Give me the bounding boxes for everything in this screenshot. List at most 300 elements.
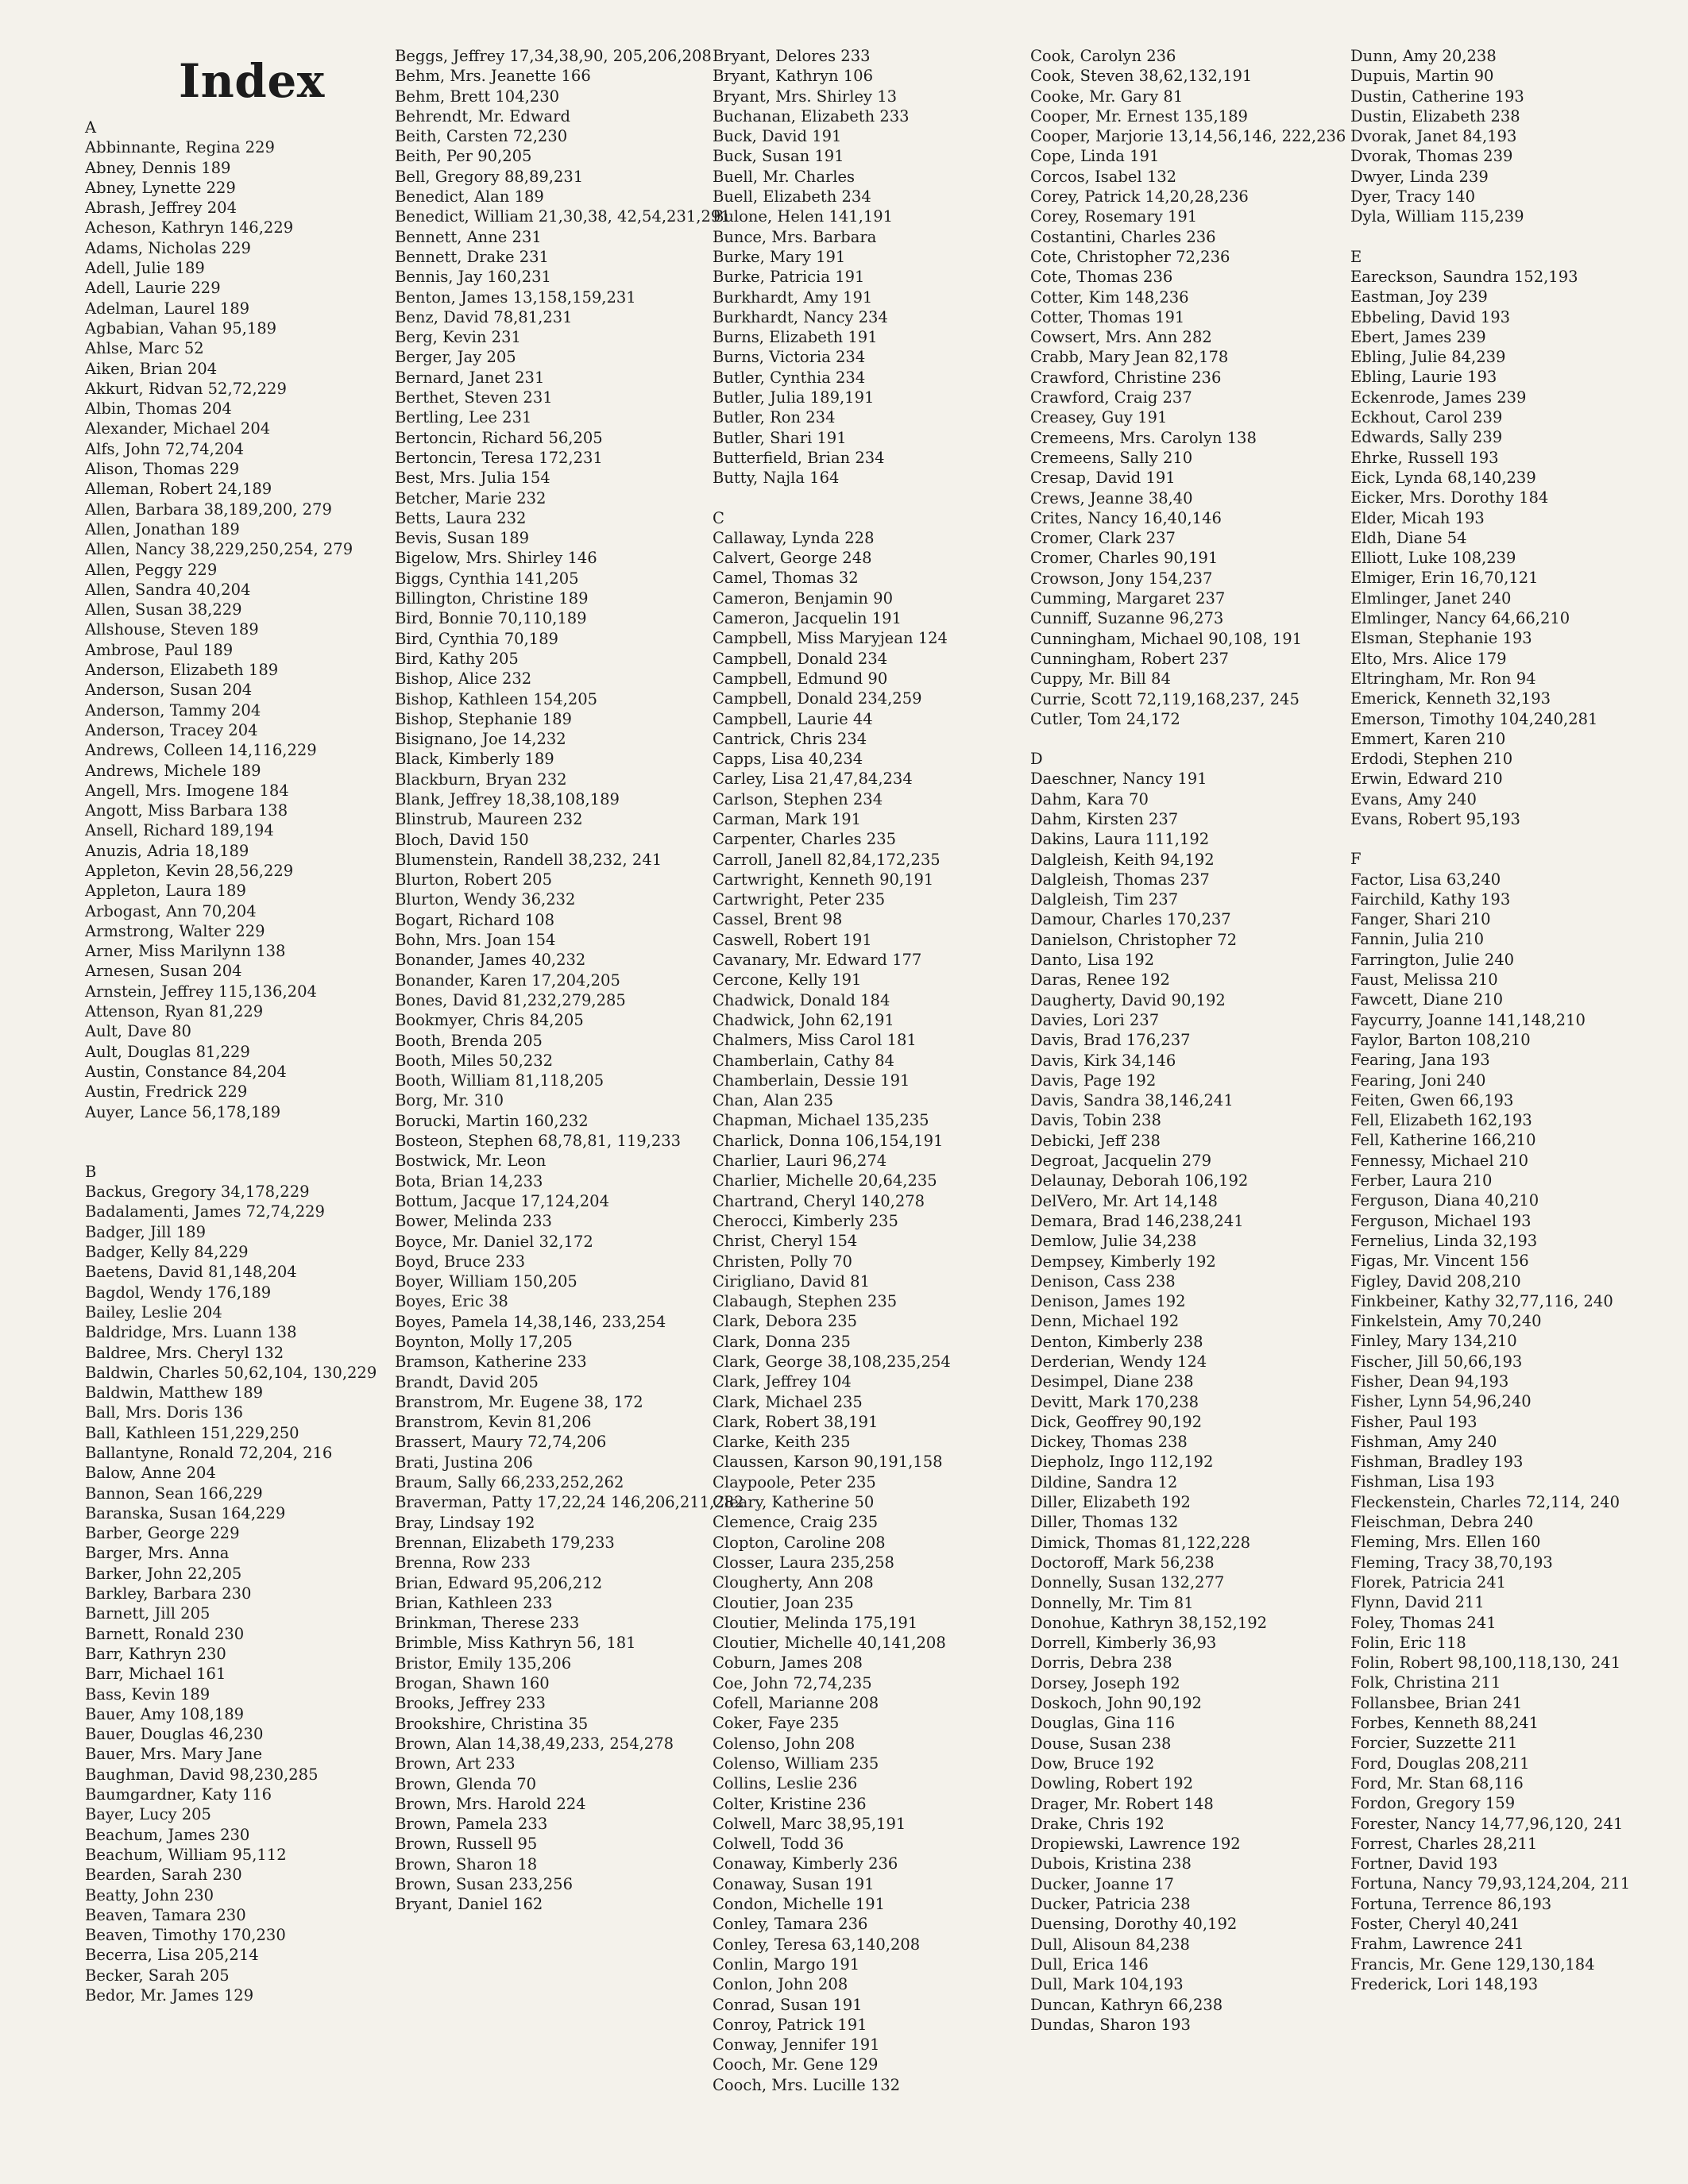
index-entry: Fannin, Julia 210 <box>1350 930 1485 949</box>
index-entry: Badalamenti, James 72,74,229 <box>85 1202 325 1221</box>
index-entry: Evans, Amy 240 <box>1350 789 1477 808</box>
index-entry: Caswell, Robert 191 <box>713 930 872 949</box>
index-entry: Conroy, Patrick 191 <box>713 2015 867 2034</box>
index-entry: Chan, Alan 235 <box>713 1091 833 1110</box>
index-entry: Fawcett, Diane 210 <box>1350 990 1504 1009</box>
index-entry: Eckhout, Carol 239 <box>1350 408 1503 427</box>
section-spacer <box>1030 729 1336 749</box>
index-entry: Davis, Kirk 34,146 <box>1030 1051 1176 1070</box>
index-entry: Dow, Bruce 192 <box>1030 1754 1155 1773</box>
index-entry: Dempsey, Kimberly 192 <box>1030 1252 1216 1271</box>
index-entry: Ferber, Laura 210 <box>1350 1171 1493 1190</box>
index-entry: Brian, Edward 95,206,212 <box>395 1573 603 1592</box>
index-entry: Baldree, Mrs. Cheryl 132 <box>85 1343 284 1362</box>
index-entry: Dimick, Thomas 81,122,228 <box>1030 1533 1251 1552</box>
index-entry: Bauer, Douglas 46,230 <box>85 1725 264 1744</box>
index-entry: Fearing, Joni 240 <box>1350 1071 1486 1090</box>
index-entry: Baughman, David 98,230,285 <box>85 1765 319 1784</box>
index-entry: Drager, Mr. Robert 148 <box>1030 1794 1214 1813</box>
index-entry: Douse, Susan 238 <box>1030 1734 1172 1753</box>
index-entry: Bray, Lindsay 192 <box>395 1513 535 1532</box>
index-entry: Allen, Barbara 38,189,200, 279 <box>85 500 332 519</box>
index-entry: Burns, Victoria 234 <box>713 348 866 367</box>
index-entry: Betts, Laura 232 <box>395 508 527 527</box>
index-entry: Davis, Tobin 238 <box>1030 1111 1161 1130</box>
index-entry: Dull, Erica 146 <box>1030 1954 1149 1974</box>
index-entry: Devitt, Mark 170,238 <box>1030 1392 1199 1411</box>
index-entry: Crews, Jeanne 38,40 <box>1030 488 1193 507</box>
index-entry: Buell, Mr. Charles <box>713 167 856 186</box>
index-entry: Behm, Mrs. Jeanette 166 <box>395 67 591 86</box>
index-entry: Ducker, Joanne 17 <box>1030 1874 1174 1893</box>
index-entry: Ebling, Laurie 193 <box>1350 368 1497 387</box>
index-entry: Andrews, Colleen 14,116,229 <box>85 741 317 760</box>
index-column-2 <box>395 46 744 1915</box>
index-entry: Clark, Jeffrey 104 <box>713 1372 852 1391</box>
index-entry: Austin, Fredrick 229 <box>85 1082 248 1102</box>
index-entry: Clopton, Caroline 208 <box>713 1533 886 1552</box>
index-entry: Forcier, Suzzette 211 <box>1350 1734 1518 1753</box>
index-entry: Claypoole, Peter 235 <box>713 1472 876 1491</box>
index-entry: Clougherty, Ann 208 <box>713 1573 874 1592</box>
index-entry: Emerick, Kenneth 32,193 <box>1350 689 1551 708</box>
index-entry: Beachum, James 230 <box>85 1825 250 1844</box>
index-entry: Erdodi, Stephen 210 <box>1350 750 1513 769</box>
index-entry: Figley, David 208,210 <box>1350 1271 1521 1291</box>
index-entry: Berthet, Steven 231 <box>395 388 553 407</box>
index-entry: Abrash, Jeffrey 204 <box>85 199 237 218</box>
index-entry: Bosteon, Stephen 68,78,81, 119,233 <box>395 1132 682 1151</box>
index-entry: Adell, Laurie 229 <box>85 279 221 298</box>
index-entry: Butty, Najla 164 <box>713 469 840 488</box>
index-entry: Brennan, Elizabeth 179,233 <box>395 1533 615 1552</box>
index-entry: Dundas, Sharon 193 <box>1030 2015 1191 2034</box>
index-entry: Balow, Anne 204 <box>85 1464 216 1483</box>
index-entry: Fleming, Mrs. Ellen 160 <box>1350 1533 1541 1552</box>
index-entry: Cartwright, Kenneth 90,191 <box>713 870 934 889</box>
index-entry: Charlick, Donna 106,154,191 <box>713 1131 944 1150</box>
index-entry: Ault, Dave 80 <box>85 1022 191 1041</box>
index-entry: Elder, Micah 193 <box>1350 508 1485 527</box>
index-entry: Bryant, Mrs. Shirley 13 <box>713 87 898 106</box>
index-entry: Fleming, Tracy 38,70,193 <box>1350 1553 1553 1572</box>
index-entry: Bauer, Amy 108,189 <box>85 1704 245 1723</box>
page-title: Index <box>179 54 325 108</box>
index-entry: Cook, Steven 38,62,132,191 <box>1030 67 1253 86</box>
index-entry: Emmert, Karen 210 <box>1350 729 1506 748</box>
index-entry: Bird, Bonnie 70,110,189 <box>395 609 587 628</box>
index-entry: Barr, Michael 161 <box>85 1665 226 1684</box>
index-entry: Cote, Christopher 72,236 <box>1030 247 1230 266</box>
index-entry: Foley, Thomas 241 <box>1350 1613 1497 1632</box>
index-entry: Diller, Elizabeth 192 <box>1030 1493 1191 1512</box>
index-entry: Conley, Teresa 63,140,208 <box>713 1935 921 1954</box>
index-entry: Evans, Robert 95,193 <box>1350 809 1520 828</box>
index-entry: Bonander, James 40,232 <box>395 951 586 970</box>
index-entry: Fanger, Shari 210 <box>1350 910 1491 929</box>
index-entry: Bass, Kevin 189 <box>85 1684 211 1704</box>
index-entry: Conley, Tamara 236 <box>713 1915 868 1934</box>
index-entry: Crawford, Christine 236 <box>1030 368 1222 387</box>
index-entry: Eltringham, Mr. Ron 94 <box>1350 669 1536 688</box>
index-entry: Boynton, Molly 17,205 <box>395 1333 573 1351</box>
index-entry: Bennett, Drake 231 <box>395 247 549 266</box>
index-entry: Bird, Cynthia 70,189 <box>395 629 558 648</box>
index-entry: Ferguson, Michael 193 <box>1350 1211 1532 1230</box>
index-entry: Fisher, Lynn 54,96,240 <box>1350 1392 1532 1411</box>
index-entry: Armstrong, Walter 229 <box>85 921 265 940</box>
index-entry: Brown, Mrs. Harold 224 <box>395 1794 586 1813</box>
index-entry: Corey, Patrick 14,20,28,236 <box>1030 187 1249 206</box>
index-entry: Crawford, Craig 237 <box>1030 388 1192 407</box>
index-entry: Demara, Brad 146,238,241 <box>1030 1211 1244 1230</box>
index-entry: Allen, Sandra 40,204 <box>85 580 251 599</box>
index-entry: Conlon, John 208 <box>713 1975 848 1994</box>
index-entry: Butler, Julia 189,191 <box>713 388 875 407</box>
index-entry: Clark, Debora 235 <box>713 1312 858 1331</box>
index-entry: Cavanary, Mr. Edward 177 <box>713 951 922 970</box>
index-entry: Drake, Chris 192 <box>1030 1814 1165 1833</box>
index-entry: Cotter, Kim 148,236 <box>1030 287 1189 307</box>
index-entry: Bristor, Emily 135,206 <box>395 1653 572 1673</box>
index-entry: Brian, Kathleen 233 <box>395 1593 553 1612</box>
index-entry: Akkurt, Ridvan 52,72,229 <box>85 379 287 398</box>
index-entry: Appleton, Kevin 28,56,229 <box>85 861 294 880</box>
index-column-5 <box>1350 46 1656 1994</box>
index-entry: Dustin, Elizabeth 238 <box>1350 106 1520 125</box>
index-entry: Campbell, Donald 234 <box>713 649 888 668</box>
index-entry: Erwin, Edward 210 <box>1350 770 1503 789</box>
index-entry: Anuzis, Adria 18,189 <box>85 841 249 860</box>
index-entry: Elto, Mrs. Alice 179 <box>1350 649 1507 668</box>
index-entry: Brown, Art 233 <box>395 1754 516 1773</box>
index-entry: Buck, Susan 191 <box>713 147 844 166</box>
index-entry: Brown, Glenda 70 <box>395 1774 537 1793</box>
index-entry: Bishop, Alice 232 <box>395 669 532 689</box>
index-entry: Bramson, Katherine 233 <box>395 1352 587 1372</box>
section-letter: F <box>1350 850 1362 869</box>
index-entry: Callaway, Lynda 228 <box>713 528 875 547</box>
section-letter: A <box>85 118 97 137</box>
index-entry: Donnelly, Susan 132,277 <box>1030 1573 1225 1592</box>
index-entry: Bagdol, Wendy 176,189 <box>85 1283 272 1302</box>
index-entry: Denton, Kimberly 238 <box>1030 1332 1203 1351</box>
index-entry: Arnstein, Jeffrey 115,136,204 <box>85 982 317 1001</box>
index-entry: Colter, Kristine 236 <box>713 1794 867 1813</box>
index-entry: Becker, Sarah 205 <box>85 1966 230 1985</box>
index-entry: Colenso, William 235 <box>713 1754 879 1773</box>
index-entry: Brassert, Maury 72,74,206 <box>395 1433 607 1452</box>
index-entry: Bennis, Jay 160,231 <box>395 268 551 287</box>
index-entry: Campbell, Edmund 90 <box>713 669 888 688</box>
index-entry: Brooks, Jeffrey 233 <box>395 1694 546 1713</box>
index-entry: Benton, James 13,158,159,231 <box>395 287 636 307</box>
index-entry: Cotter, Thomas 191 <box>1030 307 1185 326</box>
index-entry: Boyes, Pamela 14,38,146, 233,254 <box>395 1312 666 1331</box>
index-entry: Fleischman, Debra 240 <box>1350 1513 1534 1532</box>
index-entry: Berg, Kevin 231 <box>395 328 521 347</box>
index-entry: Cherocci, Kimberly 235 <box>713 1211 898 1230</box>
index-entry: Allen, Nancy 38,229,250,254, 279 <box>85 540 353 559</box>
index-entry: Barr, Kathryn 230 <box>85 1644 226 1663</box>
index-entry: Ebert, James 239 <box>1350 327 1486 346</box>
index-entry: Brati, Justina 206 <box>395 1453 533 1472</box>
index-entry: Florek, Patricia 241 <box>1350 1572 1507 1592</box>
index-entry: Cunniff, Suzanne 96,273 <box>1030 609 1224 628</box>
index-entry: Blurton, Wendy 36,232 <box>395 890 576 909</box>
index-entry: Dull, Alisoun 84,238 <box>1030 1935 1190 1954</box>
index-entry: Booth, Miles 50,232 <box>395 1051 554 1070</box>
index-entry: Bryant, Delores 233 <box>713 47 871 65</box>
index-entry: Diller, Thomas 132 <box>1030 1513 1179 1532</box>
index-entry: Cook, Carolyn 236 <box>1030 47 1176 65</box>
index-entry: Borucki, Martin 160,232 <box>395 1111 589 1130</box>
index-entry: Dorris, Debra 238 <box>1030 1653 1172 1673</box>
index-entry: Branstrom, Mr. Eugene 38, 172 <box>395 1392 643 1411</box>
index-entry: Burns, Elizabeth 191 <box>713 328 878 347</box>
index-entry: Clark, Robert 38,191 <box>713 1412 879 1431</box>
index-entry: Calvert, George 248 <box>713 549 872 568</box>
index-entry: Becerra, Lisa 205,214 <box>85 1946 259 1965</box>
index-entry: Coker, Faye 235 <box>713 1714 840 1733</box>
index-entry: Ault, Douglas 81,229 <box>85 1042 250 1061</box>
index-entry: Dyla, William 115,239 <box>1350 207 1524 226</box>
index-entry: Beatty, John 230 <box>85 1885 214 1904</box>
index-entry: Bunce, Mrs. Barbara <box>713 227 877 246</box>
index-entry: Allshouse, Steven 189 <box>85 620 259 639</box>
index-entry: Denison, James 192 <box>1030 1292 1186 1311</box>
index-entry: Cremeens, Sally 210 <box>1030 448 1193 467</box>
index-entry: Carman, Mark 191 <box>713 809 862 828</box>
index-entry: Fishman, Lisa 193 <box>1350 1472 1495 1491</box>
index-entry: Borg, Mr. 310 <box>395 1091 504 1110</box>
index-entry: Burkhardt, Amy 191 <box>713 287 873 307</box>
index-entry: Dowling, Robert 192 <box>1030 1774 1193 1793</box>
index-entry: Finkbeiner, Kathy 32,77,116, 240 <box>1350 1291 1613 1310</box>
index-entry: Bisignano, Joe 14,232 <box>395 730 566 749</box>
index-entry: Derderian, Wendy 124 <box>1030 1352 1207 1371</box>
index-entry: Forrest, Charles 28,211 <box>1350 1834 1538 1853</box>
index-entry: Betcher, Marie 232 <box>395 488 547 507</box>
index-entry: Emerson, Timothy 104,240,281 <box>1350 709 1598 728</box>
index-entry: Beggs, Jeffrey 17,34,38,90, 205,206,208 <box>395 47 712 65</box>
index-entry: Barnett, Jill 205 <box>85 1604 211 1623</box>
index-entry: Allen, Peggy 229 <box>85 560 218 579</box>
index-entry: Biggs, Cynthia 141,205 <box>395 569 579 588</box>
index-entry: Ford, Mr. Stan 68,116 <box>1350 1773 1524 1792</box>
index-entry: Boyer, William 150,205 <box>395 1272 577 1291</box>
section-spacer <box>85 1142 391 1162</box>
index-entry: Donnelly, Mr. Tim 81 <box>1030 1593 1194 1612</box>
index-entry: Chapman, Michael 135,235 <box>713 1111 929 1130</box>
index-entry: Dalgleish, Tim 237 <box>1030 890 1179 909</box>
section-spacer <box>713 488 1018 508</box>
index-entry: Davis, Brad 176,237 <box>1030 1031 1191 1050</box>
index-entry: Angell, Mrs. Imogene 184 <box>85 781 289 800</box>
index-entry: Ebbeling, David 193 <box>1350 307 1511 326</box>
index-entry: Edwards, Sally 239 <box>1350 428 1503 447</box>
index-entry: Badger, Kelly 84,229 <box>85 1243 249 1262</box>
index-entry: Cantrick, Chris 234 <box>713 729 867 748</box>
index-entry: Alfs, John 72,74,204 <box>85 439 245 458</box>
index-entry: Fisher, Dean 94,193 <box>1350 1372 1509 1391</box>
index-entry: Baranska, Susan 164,229 <box>85 1503 286 1522</box>
index-entry: Behrendt, Mr. Edward <box>395 106 570 125</box>
index-entry: Baldwin, Charles 50,62,104, 130,229 <box>85 1363 377 1382</box>
index-entry: Arbogast, Ann 70,204 <box>85 901 257 920</box>
index-entry: Allen, Susan 38,229 <box>85 600 242 619</box>
index-entry: Colwell, Marc 38,95,191 <box>713 1814 906 1833</box>
index-entry: Abney, Lynette 229 <box>85 178 236 197</box>
index-entry: Cumming, Margaret 237 <box>1030 589 1226 608</box>
index-entry: Francis, Mr. Gene 129,130,184 <box>1350 1954 1595 1974</box>
index-entry: Appleton, Laura 189 <box>85 882 246 901</box>
index-entry: Bryant, Daniel 162 <box>395 1895 543 1914</box>
index-entry: Barkley, Barbara 230 <box>85 1584 252 1603</box>
index-entry: Cloutier, Joan 235 <box>713 1593 854 1612</box>
index-entry: Bertoncin, Richard 56,205 <box>395 428 603 447</box>
index-entry: Angott, Miss Barbara 138 <box>85 801 288 820</box>
index-entry: Butler, Cynthia 234 <box>713 368 866 387</box>
index-entry: Conaway, Susan 191 <box>713 1874 875 1893</box>
index-entry: Duncan, Kathryn 66,238 <box>1030 1995 1223 2014</box>
index-entry: Best, Mrs. Julia 154 <box>395 469 550 488</box>
index-entry: Damour, Charles 170,237 <box>1030 910 1231 929</box>
index-entry: Fennessy, Michael 210 <box>1350 1151 1529 1170</box>
index-entry: Black, Kimberly 189 <box>395 750 554 769</box>
index-entry: Crowson, Jony 154,237 <box>1030 569 1213 588</box>
index-entry: Ahlse, Marc 52 <box>85 339 204 358</box>
index-entry: Auyer, Lance 56,178,189 <box>85 1102 281 1121</box>
index-entry: Bearden, Sarah 230 <box>85 1866 242 1885</box>
index-entry: Alexander, Michael 204 <box>85 419 271 438</box>
index-entry: Fortuna, Nancy 79,93,124,204, 211 <box>1350 1874 1631 1893</box>
index-entry: Eareckson, Saundra 152,193 <box>1350 267 1578 286</box>
index-entry: DelVero, Mr. Art 14,148 <box>1030 1191 1218 1210</box>
index-entry: Bonander, Karen 17,204,205 <box>395 970 620 990</box>
index-entry: Danto, Lisa 192 <box>1030 951 1155 970</box>
index-entry: Cooper, Marjorie 13,14,56,146, 222,236 <box>1030 127 1346 146</box>
index-entry: Davies, Lori 237 <box>1030 1010 1160 1029</box>
index-entry: Beaven, Tamara 230 <box>85 1905 246 1924</box>
index-entry: Benedict, William 21,30,38, 42,54,231,291 <box>395 207 731 226</box>
index-entry: Ford, Douglas 208,211 <box>1350 1754 1530 1773</box>
index-entry: Ambrose, Paul 189 <box>85 640 234 659</box>
index-entry: Fearing, Jana 193 <box>1350 1051 1490 1070</box>
index-entry: Eicker, Mrs. Dorothy 184 <box>1350 488 1549 507</box>
index-entry: Dull, Mark 104,193 <box>1030 1975 1184 1994</box>
index-entry: Fernelius, Linda 32,193 <box>1350 1231 1538 1250</box>
section-spacer <box>1350 227 1656 247</box>
index-entry: Adams, Nicholas 229 <box>85 238 251 257</box>
index-entry: Attenson, Ryan 81,229 <box>85 1002 264 1021</box>
index-entry: Elsman, Stephanie 193 <box>1350 629 1532 648</box>
index-entry: Bennett, Anne 231 <box>395 227 542 246</box>
index-entry: Blank, Jeffrey 18,38,108,189 <box>395 789 620 808</box>
index-entry: Bones, David 81,232,279,285 <box>395 990 626 1009</box>
index-entry: Bird, Kathy 205 <box>395 649 519 668</box>
index-entry: Dick, Geoffrey 90,192 <box>1030 1412 1203 1431</box>
index-entry: Chadwick, John 62,191 <box>713 1010 894 1029</box>
index-entry: Billington, Christine 189 <box>395 589 589 608</box>
index-entry: Butler, Ron 234 <box>713 408 836 427</box>
index-entry: Crites, Nancy 16,40,146 <box>1030 508 1222 527</box>
index-entry: Ferguson, Diana 40,210 <box>1350 1191 1539 1210</box>
index-entry: Burkhardt, Nancy 234 <box>713 307 888 326</box>
index-entry: Dahm, Kirsten 237 <box>1030 809 1179 828</box>
index-entry: Conlin, Margo 191 <box>713 1954 860 1974</box>
index-entry: Blinstrub, Maureen 232 <box>395 810 583 829</box>
index-entry: Beaven, Timothy 170,230 <box>85 1926 286 1945</box>
index-entry: Dupuis, Martin 90 <box>1350 67 1494 86</box>
index-entry: Bohn, Mrs. Joan 154 <box>395 931 556 950</box>
index-entry: Christ, Cheryl 154 <box>713 1232 858 1251</box>
index-entry: Cuppy, Mr. Bill 84 <box>1030 669 1171 689</box>
index-entry: Cooke, Mr. Gary 81 <box>1030 87 1184 106</box>
index-entry: Austin, Constance 84,204 <box>85 1062 287 1081</box>
index-entry: Bertoncin, Teresa 172,231 <box>395 448 603 467</box>
index-entry: Bishop, Kathleen 154,205 <box>395 689 598 708</box>
index-entry: Bailey, Leslie 204 <box>85 1302 222 1322</box>
index-entry: Elmlinger, Nancy 64,66,210 <box>1350 609 1570 628</box>
index-entry: Eckenrode, James 239 <box>1350 388 1527 407</box>
index-entry: Coburn, James 208 <box>713 1653 863 1673</box>
index-entry: Campbell, Donald 234,259 <box>713 689 922 708</box>
index-entry: Brown, Susan 233,256 <box>395 1875 573 1894</box>
index-entry: Clark, George 38,108,235,254 <box>713 1352 951 1371</box>
index-entry: Butler, Shari 191 <box>713 428 847 447</box>
index-entry: Dwyer, Linda 239 <box>1350 167 1489 186</box>
index-entry: Currie, Scott 72,119,168,237, 245 <box>1030 689 1300 708</box>
section-letter: C <box>713 508 724 527</box>
index-entry: Aiken, Brian 204 <box>85 359 218 378</box>
section-spacer <box>1350 829 1656 849</box>
index-entry: Acheson, Kathryn 146,229 <box>85 218 294 237</box>
index-entry: Carlson, Stephen 234 <box>713 789 883 808</box>
index-entry: Degroat, Jacquelin 279 <box>1030 1152 1211 1171</box>
index-entry: Barber, George 229 <box>85 1524 240 1543</box>
index-entry: Burke, Mary 191 <box>713 247 846 266</box>
index-entry: Corcos, Isabel 132 <box>1030 167 1177 186</box>
index-entry: Claussen, Karson 90,191,158 <box>713 1453 943 1472</box>
index-entry: Collins, Leslie 236 <box>713 1774 858 1793</box>
index-entry: Bota, Brian 14,233 <box>395 1171 543 1190</box>
index-entry: Chalmers, Miss Carol 181 <box>713 1031 917 1050</box>
index-entry: Feiten, Gwen 66,193 <box>1350 1090 1514 1109</box>
index-entry: Bookmyer, Chris 84,205 <box>395 1011 584 1030</box>
index-entry: Cofell, Marianne 208 <box>713 1694 879 1713</box>
index-entry: Folin, Robert 98,100,118,130, 241 <box>1350 1653 1621 1673</box>
section-letter: B <box>85 1162 97 1181</box>
index-entry: Bertling, Lee 231 <box>395 408 532 427</box>
index-entry: Brookshire, Christina 35 <box>395 1714 589 1733</box>
index-entry: Delaunay, Deborah 106,192 <box>1030 1171 1249 1190</box>
index-entry: Coe, John 72,74,235 <box>713 1673 872 1692</box>
index-entry: Anderson, Tracey 204 <box>85 720 258 739</box>
index-entry: Farrington, Julie 240 <box>1350 950 1515 969</box>
index-entry: Brinkman, Therese 233 <box>395 1614 580 1633</box>
index-entry: Braum, Sally 66,233,252,262 <box>395 1473 624 1492</box>
index-entry: Cunningham, Michael 90,108, 191 <box>1030 629 1303 648</box>
index-column-3 <box>713 46 1018 2095</box>
index-entry: Bauer, Mrs. Mary Jane <box>85 1745 262 1764</box>
index-entry: Costantini, Charles 236 <box>1030 227 1216 246</box>
index-entry: Brown, Sharon 18 <box>395 1854 538 1873</box>
index-entry: Dropiewski, Lawrence 192 <box>1030 1835 1241 1854</box>
index-entry: Debicki, Jeff 238 <box>1030 1131 1161 1150</box>
index-entry: Ansell, Richard 189,194 <box>85 821 274 840</box>
index-entry: Chartrand, Cheryl 140,278 <box>713 1191 925 1210</box>
